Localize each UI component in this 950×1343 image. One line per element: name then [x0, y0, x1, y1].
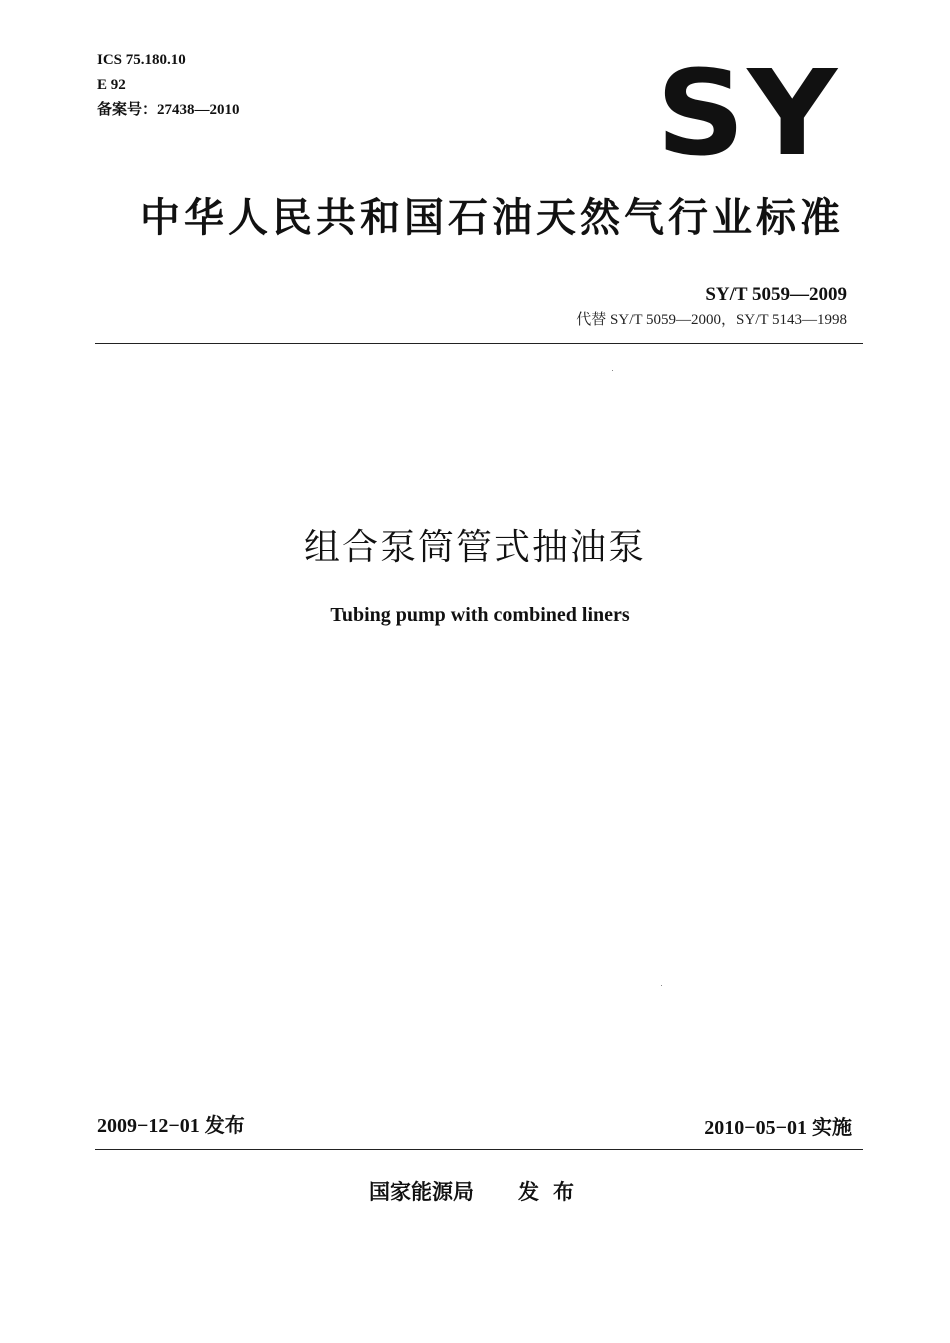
issue-date: 2009−12−01	[97, 1115, 200, 1137]
top-divider	[95, 343, 863, 344]
document-title-cn: 组合泵筒管式抽油泵	[303, 527, 646, 568]
document-title-en: Tubing pump with combined liners	[330, 604, 630, 626]
standard-number: SY/T 5059—2009	[705, 284, 847, 305]
publisher-line	[369, 1177, 588, 1207]
scan-speck	[661, 985, 662, 986]
implementation-label: 实施	[812, 1115, 852, 1139]
replaces-note: 代替 SY/T 5059—2000，SY/T 5143—1998	[576, 312, 847, 328]
publisher-name: 国家能源局	[369, 1180, 474, 1204]
bottom-divider	[95, 1149, 863, 1150]
filing-number: 备案号：27438—2010	[97, 102, 240, 118]
publisher-action: 发布	[518, 1180, 588, 1204]
ics-code: ICS 75.180.10	[97, 52, 186, 68]
issue-label: 发布	[204, 1113, 245, 1137]
org-title: 中华人民共和国石油天然气行业标准	[140, 195, 844, 241]
scan-speck	[612, 370, 613, 371]
classification-block	[97, 48, 240, 123]
implementation-date-line	[704, 1113, 852, 1142]
issue-date-line	[97, 1111, 245, 1140]
sy-logo: SY	[656, 44, 840, 182]
implementation-date: 2010−05−01	[704, 1117, 807, 1139]
ccs-code: E 92	[97, 77, 126, 93]
